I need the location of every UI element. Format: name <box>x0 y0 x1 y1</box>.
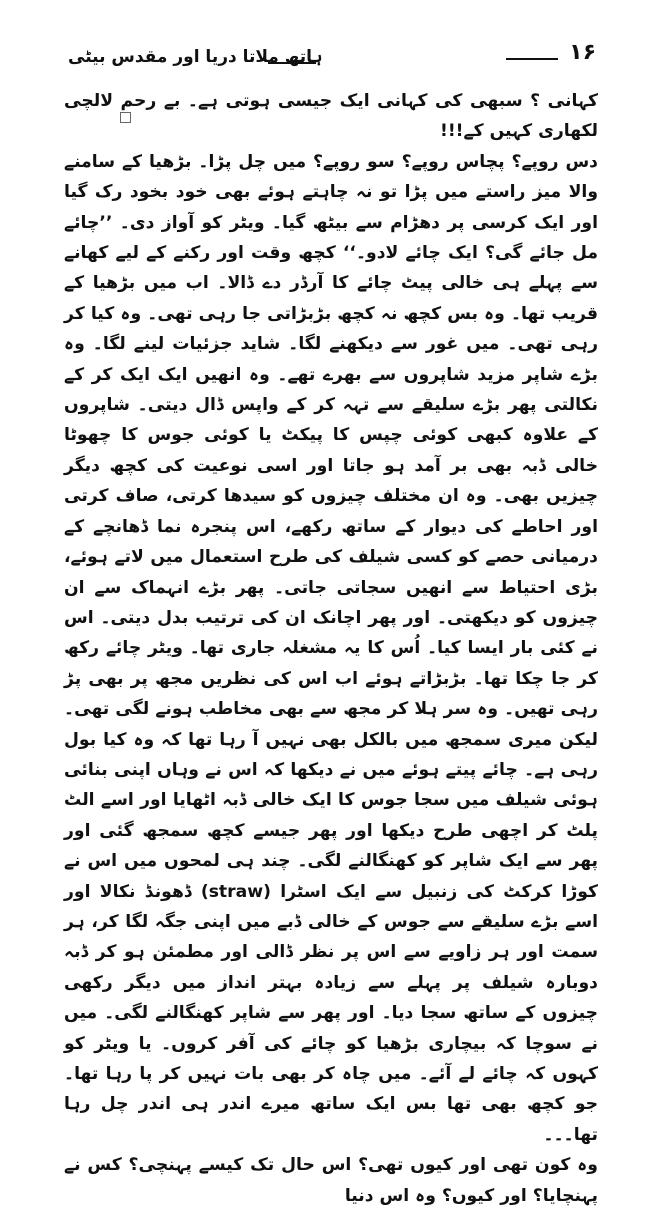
paragraph-2 <box>64 147 598 1150</box>
paragraph-3: وہ کون تھی اور کیوں تھی؟ اس حال تک کیسے پہنچی؟ کس نے پہنچایا؟ اور کیوں؟ وہ اس دنیا <box>64 1155 598 1206</box>
page-number: ۱۶ <box>569 40 596 65</box>
paragraph-2-text: دس روپے؟ پچاس روپے؟ سو روپے؟ میں چل پڑا۔ بڑھیا کے سامنے والا میز راستے میں پڑا تو نہ چاہتے ہوئے بھی خود بخود رک گیا اور ایک کرسی پر دھڑام سے بیٹھ گیا۔ ویٹر کو آواز دی۔ ’’چائے مل جائے گی؟ ایک چائے لادو۔‘‘ کچھ وقت اور رکنے کے لیے کھانے سے پہلے ہی خالی پیٹ چائے کا آرڈر دے ڈالا۔ اب میں بڑھیا کے قریب تھا۔ وہ بس کچھ نہ کچھ بڑبڑاتی جا رہی تھی۔ وہ کیا کر رہی تھی۔ میں غور سے دیکھنے لگا۔ شاید جزئیات لینے لگا۔ وہ بڑے شاپر مزید شاپروں سے بھرے تھے۔ وہ انھیں ایک ایک کر کے نکالتی پھر بڑے سلیقے سے تہہ کر کے واپس ڈال دیتی۔ شاپروں کے علاوہ کبھی کوئی چپس کا پیکٹ یا کوئی جوس کا چھوٹا خالی ڈبہ بھی بر آمد ہو جاتا اور اسی نوعیت کی کچھ دیگر چیزیں بھی۔ وہ ان مختلف چیزوں کو سیدھا کرتی، صاف کرتی اور احاطے کی دیوار کے ساتھ رکھے، اس پنجرہ نما ڈھانچے کے درمیانی حصے کو کسی شیلف کی طرح استعمال میں لاتے ہوئے، بڑی احتیاط سے انھیں سجاتی جاتی۔ پھر بڑے انہماک سے ان چیزوں کو دیکھتی۔ اور پھر اچانک ان کی ترتیب بدل دیتی۔ اس نے کئی بار ایسا کیا۔ اُس کا یہ مشغلہ جاری تھا۔ ویٹر چائے رکھ کر جا چکا تھا۔ بڑبڑاتے ہوئے اب اس کی نظریں مجھ پر بھی پڑ رہی تھیں۔ وہ سر ہلا کر مجھ سے بھی مخاطب ہونے لگی تھی۔ لیکن میری سمجھ میں بالکل بھی نہیں آ رہا تھا کہ وہ کیا بول رہی ہے۔ چائے پیتے ہوئے میں نے دیکھا کہ اس نے وہاں اپنی بنائی ہوئی شیلف میں سجا جوس کا ایک خالی ڈبہ اٹھایا اور اسے الٹ پلٹ کر اچھی طرح دیکھا اور پھر جیسے کچھ سمجھ گئی اور پھر سے ایک شاپر کو کھنگالنے لگی۔ چند ہی لمحوں میں اس نے کوڑا کرکٹ کی زنبیل سے ایک اسٹرا <box>64 151 598 902</box>
paragraph-2-continued: ڈھونڈ نکالا اور اسے بڑے سلیقے سے جوس کے خالی ڈبے میں اپنی جگہ لگا کر، ہر سمت اور ہر زاویے سے اس پر نظر ڈالی اور مطمئن ہو کر ڈبہ دوبارہ شیلف پر پہلے سے زیادہ بہتر انداز میں دیگر رکھی چیزوں کے ساتھ سجا دیا۔ اور پھر سے شاپر کھنگالنے لگی۔ میں نے سوچا کہ بیچاری بڑھیا کو چائے کی آفر کروں۔ یا ویٹر کو کہوں کہ چائے لے آئے۔ میں چاہ کر بھی بات نہیں کر پا رہا تھا۔ جو کچھ بھی تھا بس ایک ساتھ میرے اندر ہی اندر چل رہا تھا۔۔۔ <box>64 881 598 1145</box>
paragraph-1: کہانی ؟ سبھی کی کہانی ایک جیسی ہوتی ہے۔ بے رحم لالچی لکھاری کہیں کے!!! <box>64 91 598 142</box>
inline-english-word: (straw) <box>200 881 271 902</box>
body-text <box>64 86 598 1211</box>
running-title: ہاتھ ملاتا دریا اور مقدس بیٹی <box>68 47 323 67</box>
page-number-rule <box>506 58 558 60</box>
page-header <box>68 40 596 76</box>
